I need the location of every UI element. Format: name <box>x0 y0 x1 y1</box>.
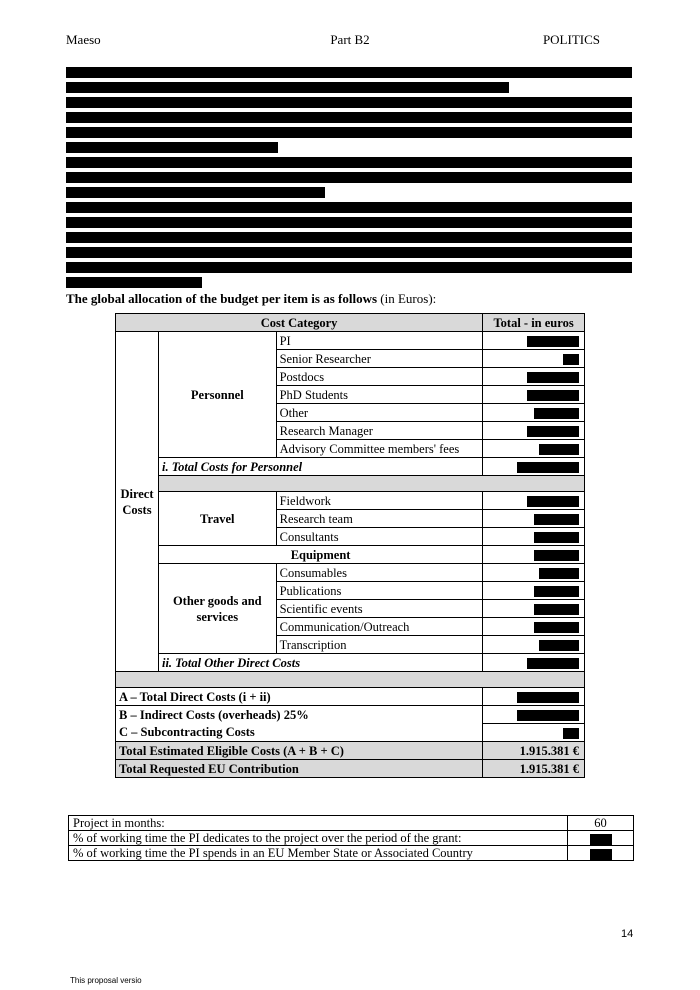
item-label: Postdocs <box>276 368 483 386</box>
redacted-value <box>483 546 585 564</box>
redaction-bar <box>66 172 632 183</box>
table-row <box>116 564 585 582</box>
redaction-bar <box>66 262 632 273</box>
separator-row <box>116 476 585 492</box>
redacted-value <box>483 654 585 672</box>
table-row <box>69 816 634 831</box>
redaction-bar <box>66 142 278 153</box>
header-part: Part B2 <box>330 32 370 47</box>
item-label: PhD Students <box>276 386 483 404</box>
separator-cell <box>116 672 585 688</box>
redaction-bar <box>66 247 632 258</box>
budget-intro-bold: The global allocation of the budget per item is as follows <box>66 291 378 306</box>
item-label: Communication/Outreach <box>276 618 483 636</box>
redacted-value <box>483 724 585 742</box>
redaction-bar <box>66 82 509 93</box>
separator-row <box>116 672 585 688</box>
table-row <box>116 332 585 350</box>
total-requested-label: Total Requested EU Contribution <box>116 760 483 778</box>
redacted-value <box>483 582 585 600</box>
redaction-bar <box>66 97 632 108</box>
direct-costs-label: Direct Costs <box>116 332 159 672</box>
table-row <box>116 458 585 476</box>
redacted-value <box>568 831 634 846</box>
redacted-value <box>483 706 585 724</box>
table-row <box>69 831 634 846</box>
table-row <box>116 760 585 778</box>
redacted-value <box>483 528 585 546</box>
personnel-label: Personnel <box>158 332 276 458</box>
header-panel: POLITICS <box>542 32 600 47</box>
redaction-bar <box>66 67 632 78</box>
item-label: Consultants <box>276 528 483 546</box>
redacted-value <box>483 492 585 510</box>
budget-intro <box>66 291 436 307</box>
redacted-value <box>483 618 585 636</box>
header-author: Maeso <box>66 32 101 47</box>
redacted-value <box>483 600 585 618</box>
item-label: Senior Researcher <box>276 350 483 368</box>
other-goods-label: Other goods and services <box>158 564 276 654</box>
redacted-value <box>483 564 585 582</box>
total-eligible-label: Total Estimated Eligible Costs (A + B + C) <box>116 742 483 760</box>
redacted-value <box>568 846 634 861</box>
header-cost-category: Cost Category <box>116 314 483 332</box>
redaction-bar <box>66 157 632 168</box>
item-label: Other <box>276 404 483 422</box>
table-row <box>116 724 585 742</box>
item-label: Research Manager <box>276 422 483 440</box>
table-row <box>116 742 585 760</box>
total-other-label: ii. Total Other Direct Costs <box>158 654 482 672</box>
redacted-value <box>483 368 585 386</box>
table-row <box>116 688 585 706</box>
item-label: Publications <box>276 582 483 600</box>
item-label: Advisory Committee members' fees <box>276 440 483 458</box>
redacted-value <box>483 422 585 440</box>
item-label: Research team <box>276 510 483 528</box>
item-label: Fieldwork <box>276 492 483 510</box>
page-number: 14 <box>621 928 634 940</box>
redaction-bar <box>66 202 632 213</box>
redacted-value <box>483 458 585 476</box>
redacted-value <box>483 386 585 404</box>
travel-label: Travel <box>158 492 276 546</box>
row-c-label: C – Subcontracting Costs <box>116 724 483 742</box>
total-personnel-label: i. Total Costs for Personnel <box>158 458 482 476</box>
redaction-bar <box>66 217 632 228</box>
total-eligible-value: 1.915.381 € <box>483 742 585 760</box>
table-row <box>116 492 585 510</box>
pi-eu-label: % of working time the PI spends in an EU Member State or Associated Country <box>69 846 568 861</box>
months-label: Project in months: <box>69 816 568 831</box>
redaction-bar <box>66 127 632 138</box>
table-row <box>116 546 585 564</box>
redacted-value <box>483 510 585 528</box>
equipment-label: Equipment <box>158 546 482 564</box>
months-value: 60 <box>568 816 634 831</box>
redacted-value <box>483 404 585 422</box>
table-row <box>69 846 634 861</box>
pi-time-label: % of working time the PI dedicates to the project over the period of the grant: <box>69 831 568 846</box>
separator-cell <box>158 476 584 492</box>
row-b-label: B – Indirect Costs (overheads) 25% <box>116 706 483 724</box>
redacted-value <box>483 350 585 368</box>
item-label: PI <box>276 332 483 350</box>
budget-table <box>115 313 585 778</box>
redaction-bar <box>66 232 632 243</box>
footer-note: This proposal versio <box>70 976 142 985</box>
project-table <box>68 815 634 861</box>
item-label: Scientific events <box>276 600 483 618</box>
item-label: Consumables <box>276 564 483 582</box>
header-total: Total - in euros <box>483 314 585 332</box>
redaction-bar <box>66 112 632 123</box>
row-a-label: A – Total Direct Costs (i + ii) <box>116 688 483 706</box>
item-label: Transcription <box>276 636 483 654</box>
table-row <box>116 706 585 724</box>
table-row <box>116 654 585 672</box>
redaction-bar <box>66 277 202 288</box>
redaction-bar <box>66 187 325 198</box>
total-requested-value: 1.915.381 € <box>483 760 585 778</box>
table-header-row <box>116 314 585 332</box>
redacted-value <box>483 636 585 654</box>
redacted-value <box>483 332 585 350</box>
budget-intro-rest: (in Euros): <box>377 291 437 306</box>
redacted-value <box>483 440 585 458</box>
redacted-value <box>483 688 585 706</box>
